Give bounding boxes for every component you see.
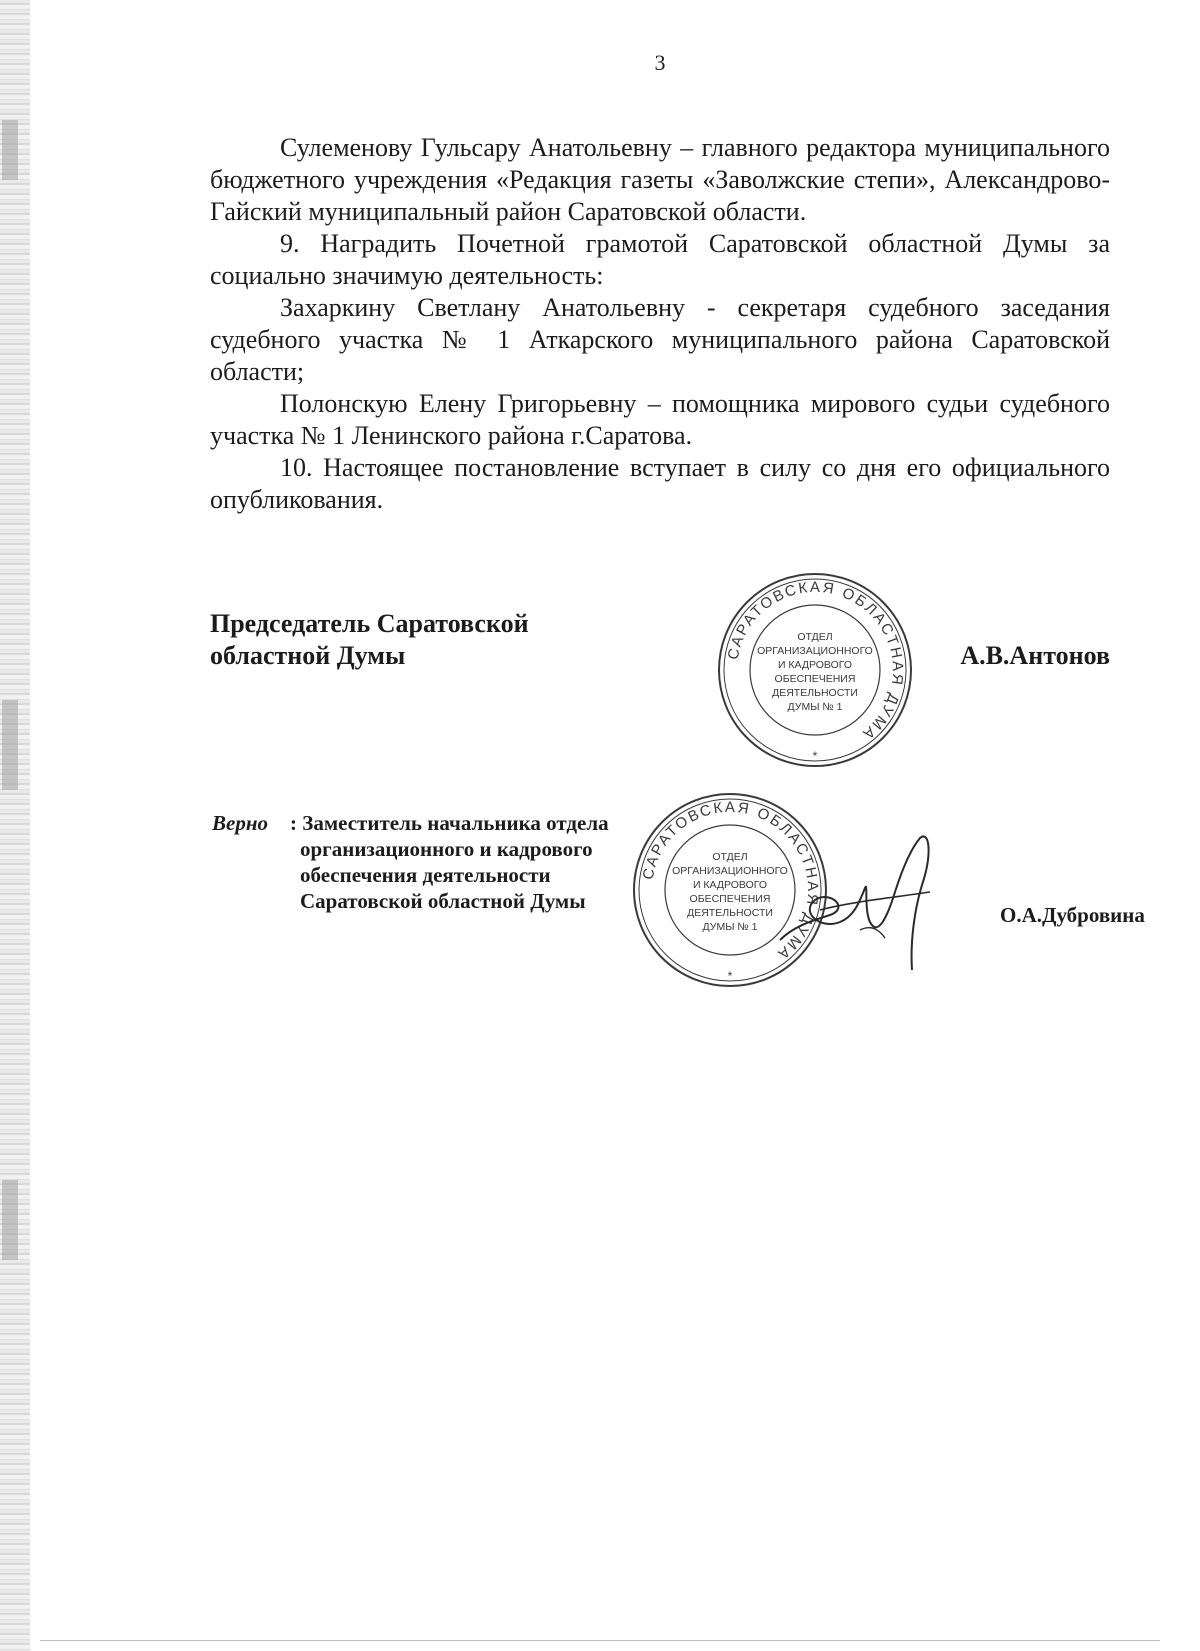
paragraph: 9. Наградить Почетной грамотой Саратовской областной Думы за социально значимую деятельность: [210,229,1110,290]
scan-edge-mark [2,700,18,790]
verified-line: : Заместитель начальника отдела [290,811,609,835]
verification-block [212,810,609,913]
seal-star: * [812,749,818,763]
seal-center-line: ОТДЕЛ [797,631,833,643]
seal-center-line: И КАДРОВОГО [692,879,768,891]
verified-line: организационного и кадрового [300,837,593,861]
chairman-title [210,608,529,672]
seal-ring-text: САРАТОВСКАЯ ОБЛАСТНАЯ ДУМА [724,578,907,744]
seal-ring-text: САРАТОВСКАЯ ОБЛАСТНАЯ ДУМА [639,798,822,964]
deputy-name: О.А.Дубровина [1000,903,1145,927]
chairman-title-line: областной Думы [210,641,406,670]
paragraph: 10. Настоящее постановление вступает в силу со дня его официального опубликования. [210,453,1110,514]
paragraph: Полонскую Елену Григорьевну – помощника мирового судьи судебного участка № 1 Ленинского района г.Саратова. [210,389,1110,450]
seal-center-line: ОБЕСПЕЧЕНИЯ [774,673,856,685]
scan-edge-mark [2,120,18,180]
verified-label: Верно [212,811,268,835]
seal-center-line: ДУМЫ № 1 [787,701,843,713]
seal-center-line: ДЕЯТЕЛЬНОСТИ [772,687,858,699]
seal-star: * [727,969,733,983]
chairman-name: А.В.Антонов [960,641,1110,670]
seal-center-line: ОРГАНИЗАЦИОННОГО [672,865,788,877]
seal-center-line: ОРГАНИЗАЦИОННОГО [757,645,873,657]
scan-bottom-edge [40,1640,1160,1641]
paragraph: Захаркину Светлану Анатольевну - секретаря судебного заседания судебного участка № 1 Аткарского муниципального района Саратовской области; [210,293,1110,386]
seal-center-line: ОБЕСПЕЧЕНИЯ [689,893,771,905]
scan-edge-mark [2,1180,18,1260]
seal-center-line: И КАДРОВОГО [777,659,853,671]
paragraph: Сулеменову Гульсару Анатольевну – главного редактора муниципального бюджетного учреждения «Редакция газеты «Заволжские степи», Александрово-Гайский муниципальный район Саратовской области. [210,133,1110,226]
verified-line: Саратовской областной Думы [300,889,586,913]
document-body [210,132,1110,516]
seal-center-line: ДЕЯТЕЛЬНОСТИ [687,907,773,919]
chairman-title-line: Председатель Саратовской [210,609,529,638]
page-number: 3 [654,50,666,75]
seal-center-line: ДУМЫ № 1 [702,921,758,933]
verified-line: обеспечения деятельности [300,863,551,887]
seal-center-line: ОТДЕЛ [712,851,748,863]
scan-edge-artifact [0,0,30,1651]
handwritten-signature [760,830,960,985]
